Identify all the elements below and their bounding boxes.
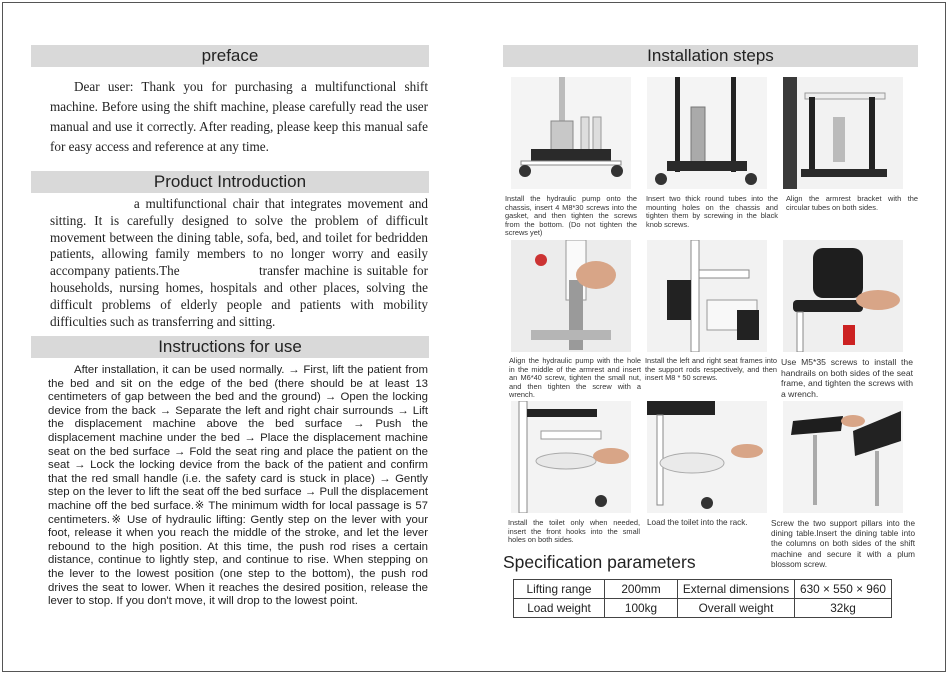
- spec-value: 32kg: [795, 599, 892, 618]
- preface-heading: preface: [31, 45, 429, 67]
- step-9-caption: Screw the two support pillars into the dining table.Insert the dining table into the columns on both sides of the shift machine and secure it with a plum blossom screw.: [771, 519, 915, 569]
- step-6-photo: [783, 240, 903, 352]
- step-8-photo: [647, 401, 767, 513]
- instructions-heading: Instructions for use: [31, 336, 429, 358]
- product-introduction-body: [50, 196, 428, 330]
- step-5-caption: Install the left and right seat frames into the support rods respectively, and then insert M8 * 50 screws.: [645, 356, 777, 383]
- step-5-photo: [647, 240, 767, 352]
- specification-table: [513, 579, 892, 618]
- step-4-photo: [511, 240, 631, 352]
- spec-value: 630 × 550 × 960: [795, 580, 892, 599]
- instructions-body: After installation, it can be used normally. → First, lift the patient from the bed and sit on the edge of the bed (there should be at least 13 centimeters of gap between the bed and the ground) → Open the locking device from the back → Separate the left and right chair surrounds → Lift the displacement machine above the bed surface → Push the displacement machine under the bed → Place the displacement machine seat on the bed surface → Fold the seat ring and place the patient on the seat → Lock the locking device from the back of the patient and confirm that the red small handle (i.e. the safety card is stuck in place) → Gently step on the lever to lift the seat off the bed surface → Pull the displacement machine off the bed surface.※ The minimum width for local passage is 57 centimeters.※ Use of hydraulic lifting: Gently step on the lever with your foot, release it when you reach the middle of the stroke, and let the lever rebound to the high position. At this time, the push rod rises a certain distance, continue to lightly step, and continue to rise. When stepping on the lever to the lowest position (one step to the bottom), the push rod drives the seat to lower. When it reaches the desired position, release the lever to stop. If you don't move, it will drop to the lowest point.: [48, 364, 428, 608]
- step-6-caption: Use M5*35 screws to install the handrails on both sides of the seat frame, and tighten the screws with a wrench.: [781, 357, 913, 399]
- step-1-photo: [511, 77, 631, 189]
- product-introduction-heading: Product Introduction: [31, 171, 429, 193]
- spec-label: Lifting range: [514, 580, 605, 599]
- step-3-caption: Align the armrest bracket with the circular tubes on both sides.: [786, 194, 918, 212]
- spec-label: Overall weight: [678, 599, 795, 618]
- specification-heading: Specification parameters: [503, 552, 696, 572]
- step-7-caption: Install the toilet only when needed, insert the front hooks into the small holes on both sides.: [508, 518, 640, 545]
- step-2-caption: Insert two thick round tubes into the mounting holes on the chassis and tighten them by screwing in the black knob screws.: [646, 194, 778, 229]
- spec-label: Load weight: [514, 599, 605, 618]
- product-introduction-part1: a multifunctional chair that integrates movement and sitting. It is carefully designed to solve the problem of difficult movement between the dining table, sofa, bed, and toilet for bedridden patients, allowing family members to no longer worry and easily accompany patients.The: [50, 196, 429, 279]
- spec-value: 100kg: [605, 599, 678, 618]
- step-9-photo: [783, 401, 903, 513]
- step-7-photo: [511, 401, 631, 513]
- step-2-photo: [647, 77, 767, 189]
- spec-value: 200mm: [605, 580, 678, 599]
- step-8-caption: Load the toilet into the rack.: [647, 518, 748, 527]
- step-1-caption: Install the hydraulic pump onto the chassis, insert 4 M8*30 screws into the gasket, and then tighten the screws from the bottom. (Do not tighten the screws yet): [505, 194, 637, 238]
- step-3-photo: [783, 77, 903, 189]
- table-row: [514, 580, 892, 599]
- product-introduction-part2: transfer machine is suitable for households, nursing homes, hospitals and other places, solving the difficult problems of elderly people and patients with mobility difficulties such as transferring and sitting.: [50, 263, 428, 329]
- spec-label: External dimensions: [678, 580, 795, 599]
- step-4-caption: Align the hydraulic pump with the hole in the middle of the armrest and insert an M6*40 screw, tighten the small nut, and then tighten the screw with a wrench.: [509, 356, 641, 400]
- table-row: [514, 599, 892, 618]
- preface-body: Dear user: Thank you for purchasing a multifunctional shift machine. Before using the shift machine, please carefully read the user manual and use it correctly. After reading, please keep this manual safe for easy access and reference at any time.: [50, 79, 428, 154]
- installation-steps-heading: Installation steps: [503, 45, 918, 67]
